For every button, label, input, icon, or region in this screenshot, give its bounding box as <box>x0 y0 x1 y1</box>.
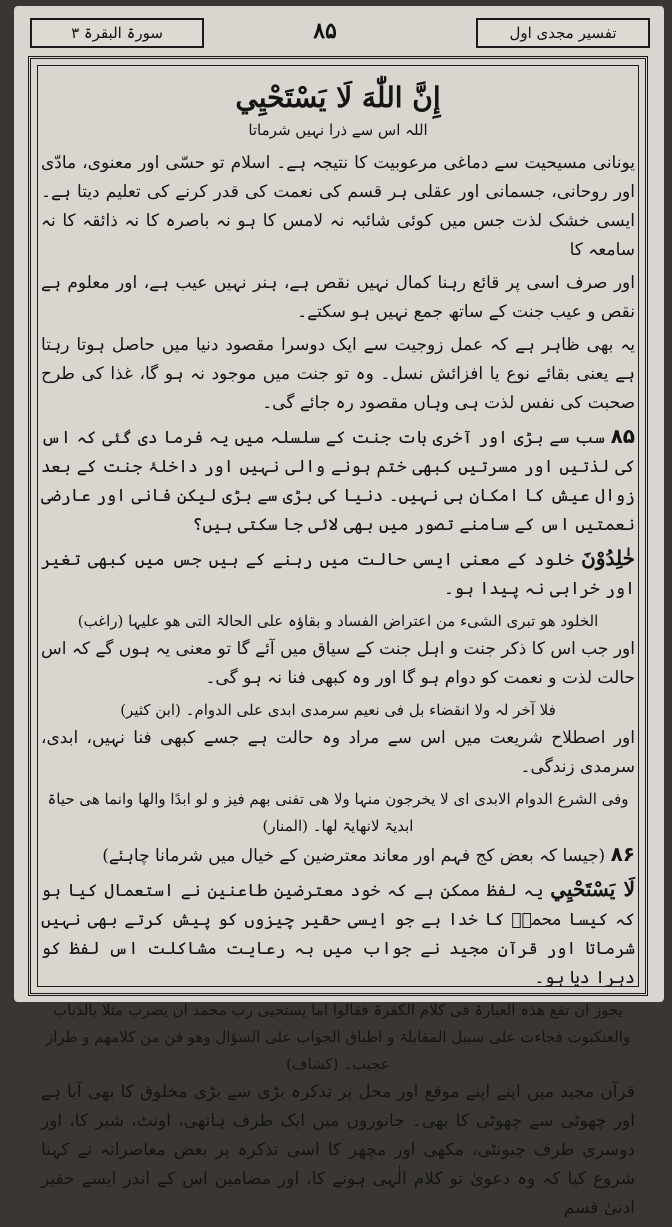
la-yastahyi-note <box>41 875 635 993</box>
commentary-body <box>41 79 635 1227</box>
la-yastahyi-text: یہ لفظ ممکن ہے کہ خود معترضین طاعنین نے استعمال کیا ہو کہ کیسا محمدؐ کا خدا ہے جو ایسی حقیر چیزوں کو پیش کرتے بھی نہیں شرماتا اور قرآن مجید نے جواب میں بہ رعایت مشاکلت اس لفظ کو دہرا دیا ہو۔ <box>41 881 635 988</box>
paragraph-4 <box>41 422 635 540</box>
note-86-number: ۸۶ <box>610 842 635 866</box>
note-86 <box>41 840 635 871</box>
text-frame <box>28 56 648 1218</box>
paragraph-3: یہ بھی ظاہر ہے کہ عمل زوجیت سے ایک دوسرا مقصود دنیا میں حاصل ہوتا رہتا ہے یعنی بقائے نوع یا افزائش نسل۔ وہ تو جنت میں موجود نہ ہو گا، غذا کی طرح صحبت کی نفس لذت ہی وہاں مقصود رہ جائے گی۔ <box>41 335 635 413</box>
header-surah-name: سورۃ البقرۃ ۳ <box>30 18 204 48</box>
arabic-quote-ibn-kathir: فلا آخر لہ ولا انقضاء بل فی نعیم سرمدی ابدی علی الدوام۔ (ابن کثیر) <box>120 701 556 719</box>
paragraph-1: یونانی مسیحیت سے دماغی مرعوبیت کا نتیجہ ہے۔ اسلام تو حسّی اور معنوی، مادّی اور روحانی، جسمانی اور عقلی ہر قسم کی نعمت کی قدر کرنے کی تعلیم دیتا ہے۔ ایسی خشک لذت جس میں کوئی شائبہ نہ لامس کا ہو نہ باصرہ کا نہ ذائقہ کا نہ سامعہ کا <box>41 153 635 260</box>
paragraph-7: قرآن مجید میں اپنے اپنے موقع اور محل پر تذکرہ بڑی سے بڑی مخلوق کا بھی آیا ہے اور چھوٹی سے چھوٹی کا بھی۔ جانوروں میں ایک طرف ہاتھی، اونٹ، شیر کا، اور دوسری طرف چیونٹی، مکھی اور مچھر کا اسی تذکرہ پر بعض معاصرانہ نے کہنا شروع کیا کہ وہ دعویٰ تو کلام الٰہی ہونے کا، اور مضامین اس کے اندر ایسے حقیر ادنیٰ قسم <box>41 1082 635 1218</box>
arabic-quote-manar: وفی الشرع الدوام الابدی ای لا یخرجون منہا ولا ھی تفنی بھم فیز و لو ابدًا والھا وانما ھی حیاۃ ابدیۃ لانھایۃ لھا۔ (المنار) <box>47 790 629 835</box>
note-85-text: سب سے بڑی اور آخری بات جنت کے سلسلہ میں یہ فرما دی گئی کہ اس کی لذتیں اور مسرتیں کبھی ختم ہونے والی نہیں اور داخلۂ جنت کے بعد زوال عیش کا امکان ہی نہیں۔ دنیا کی بڑی سے بڑی لیکن فانی اور عارضی نعمتیں اس کے سامنے تصور میں بھی لائی جا سکتی ہیں؟ <box>41 428 635 535</box>
arabic-quote-kashshaf: یجوز ان تقع ھذہ العبارۃ فی کلام الکفرۃ فقالوا اما یستحیی رب محمد ان یضرب مثلا بالذباب والعنکبوت فجاءت علی سبیل المقابلۃ و اطباق الجواب علی السؤال وھو فن من کلامھم و طراز عجیب۔ (کشاف) <box>45 1001 631 1073</box>
paragraph-2: اور صرف اسی پر قائع رہنا کمال نہیں نقص ہے، ہنر نہیں عیب ہے، اور معلوم ہے نقص و عیب جنت کے ساتھ جمع نہیں ہو سکتے۔ <box>41 273 635 322</box>
khalidun-note <box>41 544 635 604</box>
ayah-translation: اللہ اس سے ذرا نہیں شرماتا <box>248 121 428 139</box>
ayah-heading: إِنَّ اللّٰهَ لَا يَسْتَحْيِي <box>235 81 441 114</box>
page-number: ۸۵ <box>313 18 337 44</box>
paragraph-5: اور جب اس کا ذکر جنت و اہل جنت کے سیاق میں آئے گا تو معنی یہ ہوں گے کہ اس حالت لذت و نعمت کو دوام ہو گا اور وہ کبھی فنا نہ ہو گی۔ <box>41 639 635 688</box>
la-yastahyi-word: لَا يَسْتَحْيِي <box>550 877 635 901</box>
arabic-quote-raghib: الخلود ھو تبری الشیء من اعتراض الفساد و بقاؤہ علی الحالۃ التی ھو علیہا (راغب) <box>77 612 599 630</box>
note-85-number: ۸۵ <box>610 424 635 448</box>
page <box>14 6 664 1218</box>
paragraph-6: اور اصطلاح شریعت میں اس سے مراد وہ حالت ہے جسے کبھی فنا نہیں، ابدی، سرمدی زندگی۔ <box>41 728 635 777</box>
page-header <box>20 14 660 48</box>
header-book-title: تفسیر مجدی اول <box>476 18 650 48</box>
note-86-text: (جیسا کہ بعض کج فہم اور معاند معترضین کے خیال میں شرمانا چاہئے) <box>102 846 606 866</box>
khalidun-text: خلود کے معنی ایسی حالت میں رہنے کے ہیں جس میں کبھی تغیر اور خرابی نہ پیدا ہو۔ <box>41 550 635 599</box>
khalidun-word: خٰلِدُوْنَ <box>581 546 635 570</box>
